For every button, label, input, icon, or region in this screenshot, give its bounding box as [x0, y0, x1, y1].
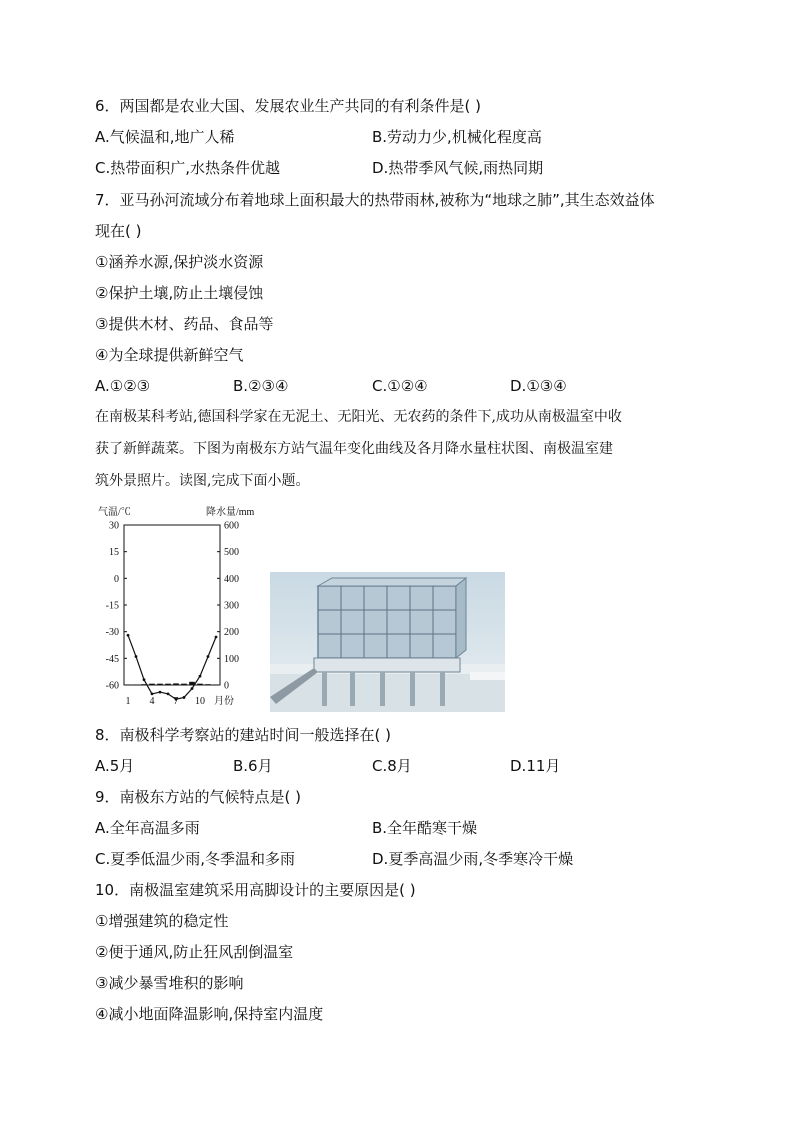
- q7-option-b: B.②③④: [233, 377, 289, 395]
- temp-tick-label: -45: [105, 653, 119, 665]
- q7-item-4: ④为全球提供新鲜空气: [95, 346, 244, 364]
- q7-option-a: A.①②③: [95, 377, 151, 395]
- precip-bar: [181, 684, 187, 685]
- q10-stem: 10．南极温室建筑采用高脚设计的主要原因是( ): [95, 881, 416, 899]
- antarctic-greenhouse-photo: [270, 572, 505, 712]
- q9-option-c: C.夏季低温少雨,冬季温和多雨: [95, 850, 296, 868]
- q10-item-4: ④减小地面降温影响,保持室内温度: [95, 1005, 324, 1023]
- q8-option-d: D.11月: [510, 757, 561, 775]
- precip-tick-label: 100: [224, 653, 239, 665]
- x-axis-title: 月份: [214, 696, 234, 707]
- q7-item-1: ①涵养水源,保护淡水资源: [95, 253, 264, 271]
- q6-option-c: C.热带面积广,水热条件优越: [95, 159, 281, 177]
- passage-line-3: 筑外景照片。读图,完成下面小题。: [95, 473, 310, 489]
- q9-option-a: A.全年高温多雨: [95, 819, 200, 837]
- x-tick-label: 7: [173, 696, 179, 707]
- temperature-point: [207, 655, 210, 658]
- q7-stem-line1: 7．亚马孙河流域分布着地球上面积最大的热带雨林,被称为“地球之肺”,其生态效益体: [95, 191, 655, 209]
- q7-stem-line2: 现在( ): [95, 222, 142, 240]
- precip-bar: [213, 684, 219, 685]
- q7-option-d: D.①③④: [510, 377, 567, 395]
- q6-option-d: D.热带季风气候,雨热同期: [372, 159, 544, 177]
- temperature-point: [143, 678, 146, 681]
- temp-tick-label: -30: [105, 627, 119, 639]
- precip-tick-label: 500: [224, 547, 239, 559]
- passage-line-2: 获了新鲜蔬菜。下图为南极东方站气温年变化曲线及各月降水量柱状图、南极温室建: [95, 441, 613, 457]
- precip-tick-label: 0: [224, 680, 229, 692]
- y-axis-title: 气温/℃: [98, 507, 131, 518]
- precip-bar: [165, 684, 171, 685]
- q8-option-b: B.6月: [233, 757, 273, 775]
- x-tick-label: 10: [195, 696, 205, 707]
- precip-bar: [157, 684, 163, 685]
- q8-stem: 8．南极科学考察站的建站时间一般选择在( ): [95, 726, 392, 744]
- q10-item-3: ③减少暴雪堆积的影响: [95, 974, 244, 992]
- precip-bar: [173, 683, 179, 685]
- temperature-point: [167, 692, 170, 695]
- x-tick-label: 1: [125, 696, 131, 707]
- q8-option-c: C.8月: [372, 757, 412, 775]
- precip-bar: [133, 684, 139, 685]
- temp-tick-label: 15: [109, 547, 119, 559]
- y2-axis-title: 降水量/mm: [206, 507, 254, 518]
- q10-item-1: ①增强建筑的稳定性: [95, 912, 229, 930]
- temp-tick-label: -15: [105, 600, 119, 612]
- temperature-line: [128, 635, 216, 699]
- q7-item-3: ③提供木材、药品、食品等: [95, 315, 274, 333]
- temperature-point: [127, 634, 130, 637]
- precip-tick-label: 300: [224, 600, 239, 612]
- precip-bar: [197, 684, 203, 685]
- precip-tick-label: 400: [224, 573, 239, 585]
- x-tick-label: 4: [149, 696, 155, 707]
- temperature-point: [215, 636, 218, 639]
- precip-tick-label: 200: [224, 627, 239, 639]
- passage-line-1: 在南极某科考站,德国科学家在无泥土、无阳光、无农药的条件下,成功从南极温室中收: [95, 409, 622, 425]
- q7-option-c: C.①②④: [372, 377, 428, 395]
- temperature-point: [183, 696, 186, 699]
- q9-option-d: D.夏季高温少雨,冬季寒冷干燥: [372, 850, 574, 868]
- q6-option-b: B.劳动力少,机械化程度高: [372, 128, 542, 146]
- q7-item-2: ②保护土壤,防止土壤侵蚀: [95, 284, 264, 302]
- precip-tick-label: 600: [224, 520, 239, 532]
- q9-option-b: B.全年酷寒干燥: [372, 819, 478, 837]
- q6-option-a: A.气候温和,地广人稀: [95, 128, 235, 146]
- precip-bar: [205, 684, 211, 685]
- temp-tick-label: 0: [114, 573, 119, 585]
- temperature-point: [159, 691, 162, 694]
- temp-tick-label: 30: [109, 520, 119, 532]
- q10-item-2: ②便于通风,防止狂风刮倒温室: [95, 943, 294, 961]
- temp-tick-label: -60: [105, 680, 119, 692]
- temperature-point: [191, 687, 194, 690]
- temperature-point: [199, 675, 202, 678]
- precip-bar: [125, 684, 131, 685]
- q9-stem: 9．南极东方站的气候特点是( ): [95, 788, 302, 806]
- climate-chart: [94, 503, 254, 713]
- q6-stem: 6．两国都是农业大国、发展农业生产共同的有利条件是( ): [95, 97, 482, 115]
- q8-option-a: A.5月: [95, 757, 135, 775]
- temperature-point: [135, 655, 138, 658]
- temperature-point: [151, 692, 154, 695]
- precip-bar: [149, 684, 155, 685]
